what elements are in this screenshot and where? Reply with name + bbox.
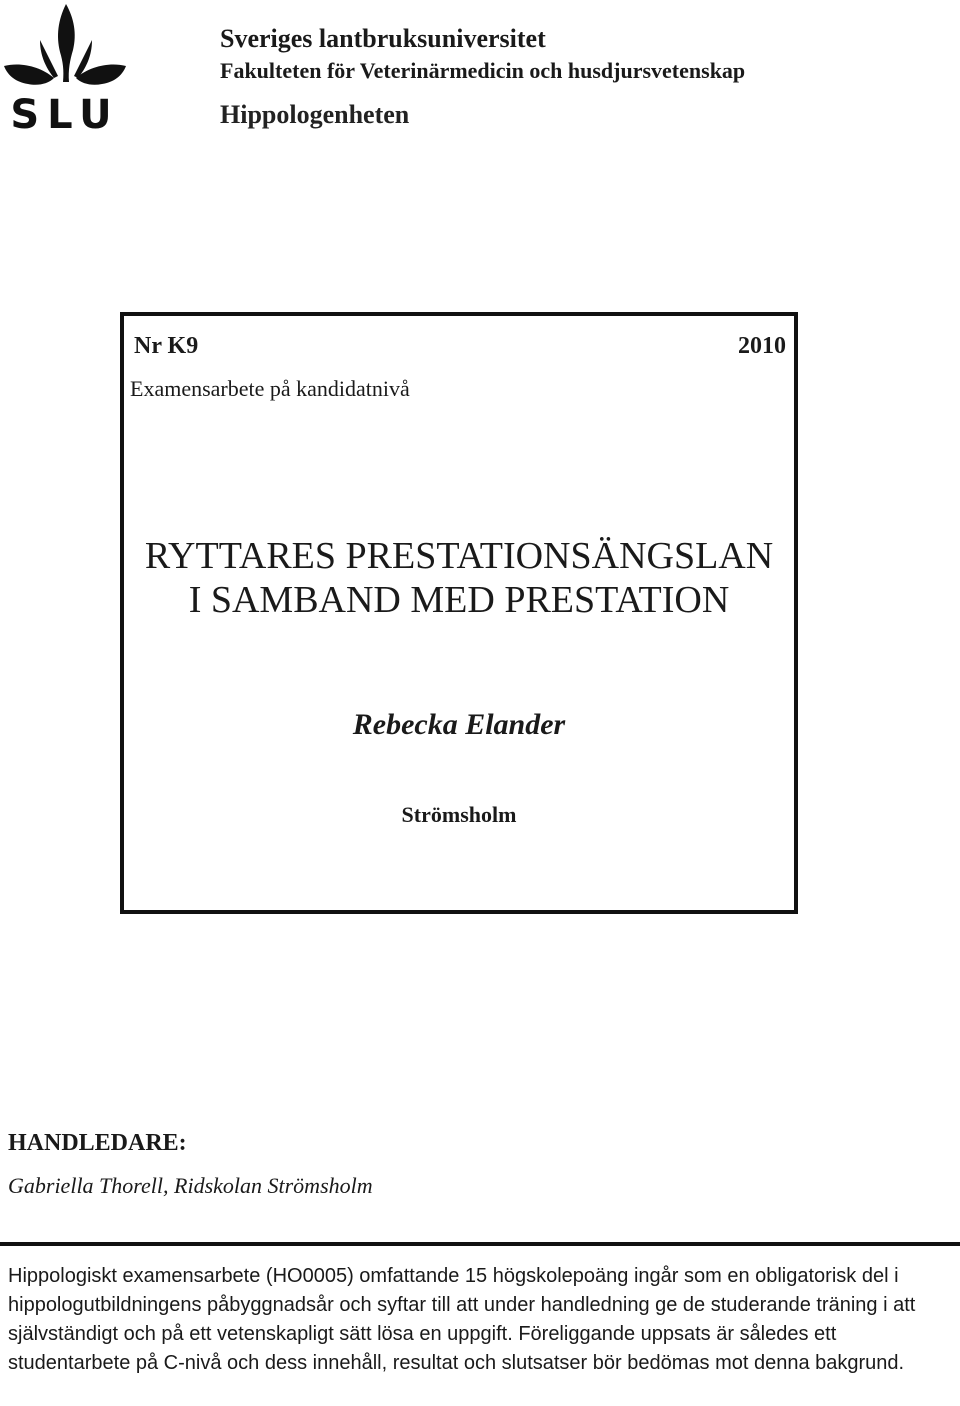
thesis-title-line1: RYTTARES PRESTATIONSÄNGSLAN: [144, 535, 774, 577]
thesis-title-line2: I SAMBAND MED PRESTATION: [188, 579, 730, 621]
supervisor-label: HANDLEDARE:: [8, 1130, 187, 1156]
header: [220, 22, 940, 132]
department-name: Hippologenheten: [220, 100, 410, 129]
divider: [0, 1242, 960, 1246]
description-paragraph: Hippologiskt examensarbete (HO0005) omfattande 15 högskolepoäng ingår som en obligatorisk del i hippologutbildningens påbyggnadsår och syftar till att under handledning ge de studerande träning i att självständigt och på ett vetenskapligt sätt lösa en uppgift. Föreliggande uppsats är således ett studentarbete på C-nivå och dess innehåll, resultat och slutsatser bör bedömas mot denna bakgrund.: [8, 1265, 916, 1374]
author-name: Rebecka Elander: [352, 708, 566, 741]
supervisor-name: Gabriella Thorell, Ridskolan Strömsholm: [8, 1173, 373, 1198]
faculty-name: Fakulteten för Veterinärmedicin och husdjursvetenskap: [220, 58, 746, 83]
slu-logo: [0, 0, 130, 135]
thesis-title: [124, 534, 794, 622]
place: Strömsholm: [401, 802, 517, 827]
year: 2010: [738, 333, 786, 359]
logo-text: SLU: [10, 92, 120, 135]
thesis-level: Examensarbete på kandidatnivå: [130, 376, 410, 401]
cover-box: [120, 312, 798, 914]
slu-logo-icon: [0, 0, 130, 135]
series-number: Nr K9: [134, 333, 199, 359]
university-name: Sveriges lantbruksuniversitet: [220, 24, 546, 53]
